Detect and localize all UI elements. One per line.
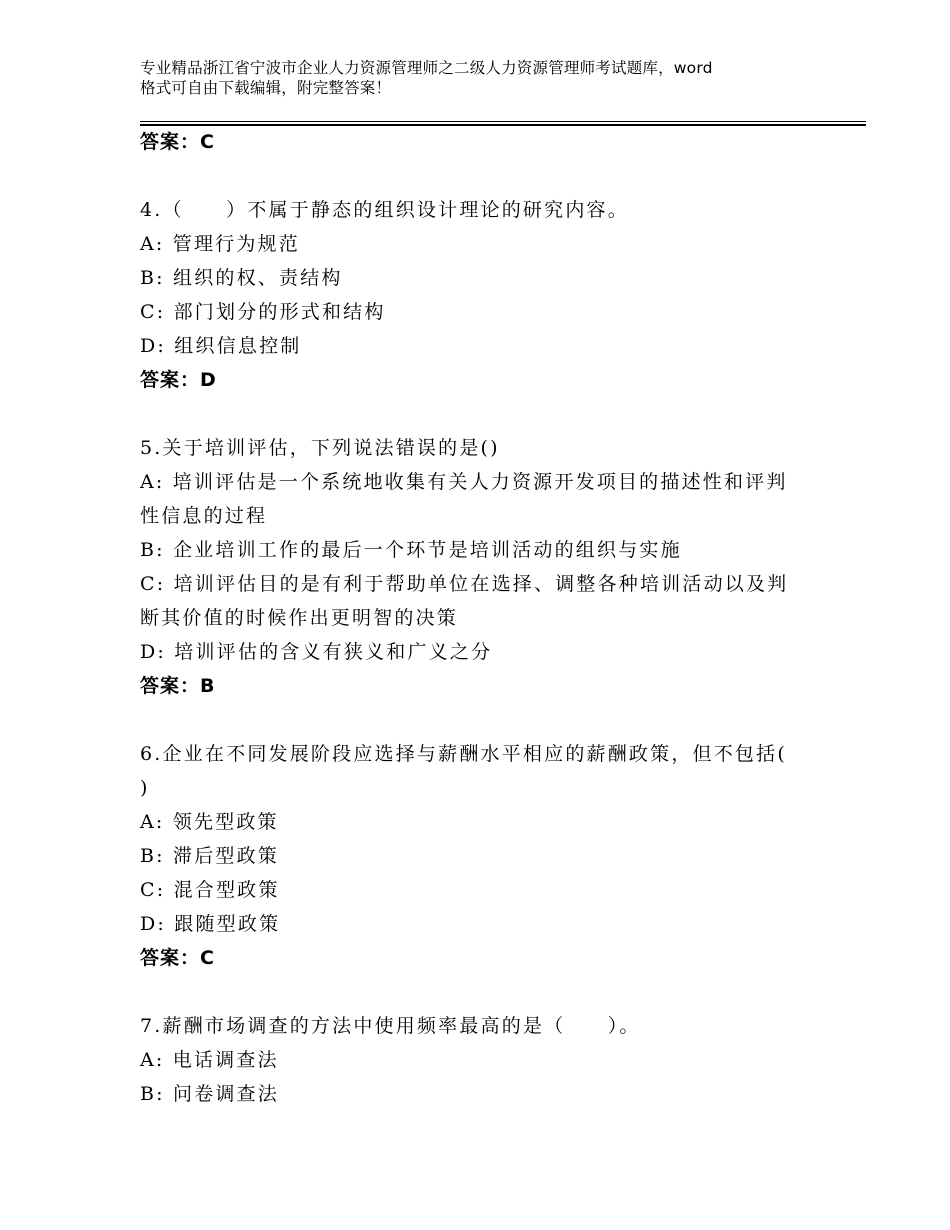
option-d: D: 培训评估的含义有狭义和广义之分: [140, 641, 493, 663]
question-stem: 5.关于培训评估，下列说法错误的是(): [140, 437, 500, 459]
option-a: A: 电话调查法: [140, 1049, 279, 1071]
question-stem: 7.薪酬市场调查的方法中使用频率最高的是（ ）。: [140, 1015, 641, 1037]
spacer: [140, 159, 820, 193]
option-b: B: 组织的权、责结构: [140, 267, 343, 289]
option-d: D: 跟随型政策: [140, 913, 281, 935]
spacer: [140, 975, 820, 1009]
question-4: [140, 193, 820, 397]
option-c-cont: 断其价值的时候作出更明智的决策: [140, 607, 459, 629]
answer-q3: 答案：C: [140, 131, 215, 153]
option-a: A: 管理行为规范: [140, 233, 300, 255]
header-line-2: 格式可自由下载编辑，附完整答案！: [140, 79, 392, 97]
spacer: [140, 397, 820, 431]
spacer: [140, 703, 820, 737]
page-header: [140, 58, 830, 98]
option-b: B: 问卷调查法: [140, 1083, 280, 1105]
question-7: [140, 1009, 820, 1111]
option-c: C: 培训评估目的是有利于帮助单位在选择、调整各种培训活动以及判: [140, 573, 789, 595]
option-a: A: 培训评估是一个系统地收集有关人力资源开发项目的描述性和评判: [140, 471, 788, 493]
answer: 答案：D: [140, 369, 217, 391]
document-body: [140, 125, 820, 1111]
question-stem: 6.企业在不同发展阶段应选择与薪酬水平相应的薪酬政策，但不包括(: [140, 743, 787, 765]
answer: 答案：C: [140, 947, 215, 969]
question-6: [140, 737, 820, 975]
option-b: B: 滞后型政策: [140, 845, 280, 867]
option-a-cont: 性信息的过程: [140, 505, 268, 527]
answer: 答案：B: [140, 675, 216, 697]
header-line-1: 专业精品浙江省宁波市企业人力资源管理师之二级人力资源管理师考试题库，word: [140, 59, 713, 77]
question-stem-cont: ): [140, 777, 150, 799]
question-stem: 4.（ ）不属于静态的组织设计理论的研究内容。: [140, 199, 629, 221]
option-d: D: 组织信息控制: [140, 335, 302, 357]
option-c: C: 混合型政策: [140, 879, 280, 901]
option-c: C: 部门划分的形式和结构: [140, 301, 386, 323]
question-5: [140, 431, 820, 703]
option-b: B: 企业培训工作的最后一个环节是培训活动的组织与实施: [140, 539, 682, 561]
option-a: A: 领先型政策: [140, 811, 279, 833]
